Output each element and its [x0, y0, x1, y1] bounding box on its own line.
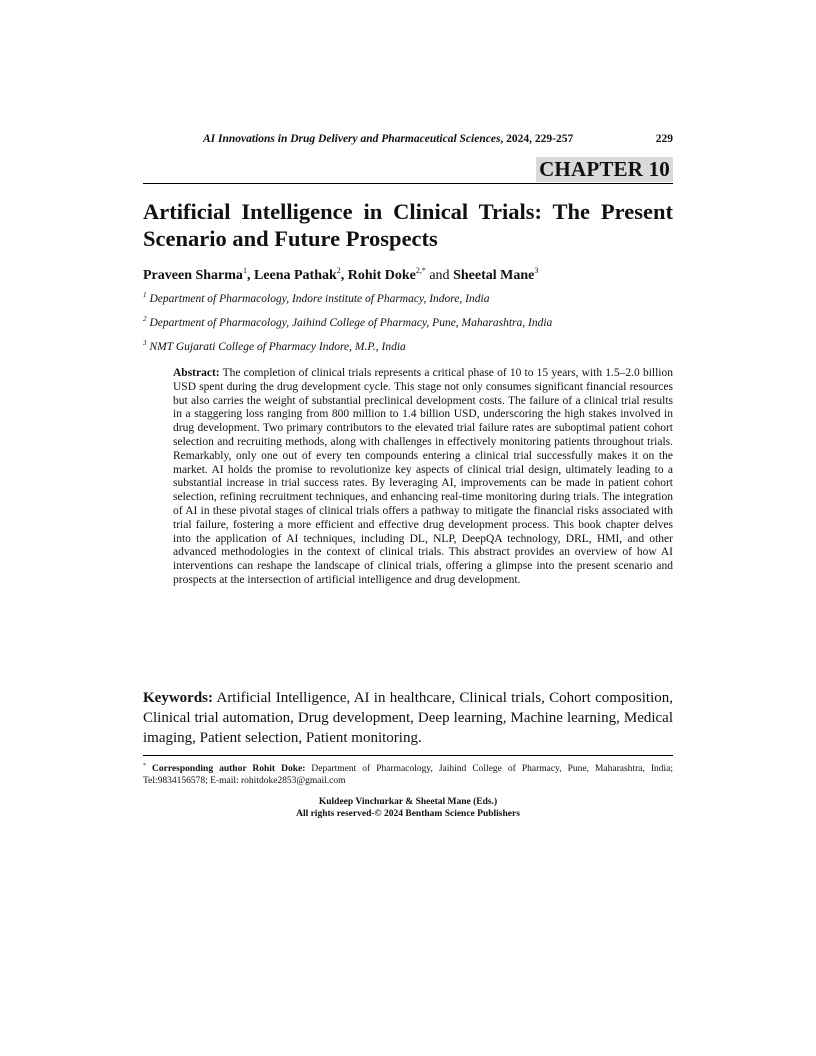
affiliation-list	[143, 285, 673, 357]
rights-line: All rights reserved-© 2024 Bentham Science Publishers	[296, 809, 520, 819]
affiliation-text: NMT Gujarati College of Pharmacy Indore, M.P., India	[149, 341, 406, 353]
affiliation	[143, 285, 673, 309]
keywords-label: Keywords:	[143, 690, 213, 706]
author-name: Praveen Sharma	[143, 268, 243, 283]
author-separator: ,	[340, 268, 345, 283]
publisher-block	[143, 796, 673, 820]
affiliation	[143, 309, 673, 333]
affiliation-mark: 1	[143, 291, 147, 299]
running-title	[203, 133, 573, 145]
affiliation-mark: 2	[143, 315, 147, 323]
author-affiliation-mark: 2	[336, 266, 341, 275]
author-and: and	[429, 268, 450, 283]
chapter-title: Artificial Intelligence in Clinical Trials: The Present Scenario and Future Prospects	[143, 199, 673, 251]
footnote-mark: *	[143, 763, 146, 769]
author-affiliation-mark: 3	[534, 266, 539, 275]
footnote-label: Corresponding author Rohit Doke:	[152, 764, 306, 774]
keywords	[143, 688, 673, 748]
affiliation-text: Department of Pharmacology, Jaihind College of Pharmacy, Pune, Maharashtra, India	[149, 317, 553, 329]
keywords-text: Artificial Intelligence, AI in healthcare, Clinical trials, Cohort composition, Clinical trial automation, Drug development, Deep learning, Machine learning, Medical imaging, Patient selection, Patient monitoring.	[143, 690, 673, 746]
footnote-text: Department of Pharmacology, Jaihind College of Pharmacy, Pune, Maharashtra, India; Tel:9834156578; E-mail: rohitdoke2853@gmail.com	[143, 764, 674, 786]
page-number: 229	[655, 133, 673, 145]
abstract	[173, 367, 673, 588]
footnote-divider	[143, 755, 673, 756]
abstract-label: Abstract:	[173, 367, 220, 379]
journal-name: AI Innovations in Drug Delivery and Pharmaceutical Sciences	[203, 133, 501, 145]
author-list	[143, 262, 673, 285]
affiliation	[143, 333, 673, 357]
affiliation-text: Department of Pharmacology, Indore institute of Pharmacy, Indore, India	[149, 293, 490, 305]
author-affiliation-mark: 1	[242, 266, 247, 275]
chapter-row	[143, 157, 673, 184]
abstract-text: The completion of clinical trials represents a critical phase of 10 to 15 years, with 1.5–2.0 billion USD spent during the drug development cycle. This stage not only consumes significant financial resources but also carries the weight of substantial preclinical development costs. The failure of a clinical trial results in a staggering loss ranging from 800 million to 1.4 billion USD, underscoring the high stakes involved in drug development. Two primary contributors to the elevated trial failure rates are suboptimal patient cohort selection and recruiting methods, along with challenges in effectively monitoring patients throughout trials. Remarkably, only one out of every ten compounds entering a clinical trial successfully makes it on the market. AI holds the promise to revolutionize key aspects of clinical trial design, ultimately leading to a substantial increase in trial success rates. By leveraging AI, improvements can be made in patient cohort selection, refining recruitment techniques, and enhancing real-time monitoring during trials. The integration of AI in these pivotal stages of clinical trials offers a pathway to mitigate the financial risks associated with trial failure, fostering a more efficient and effective drug development process. This book chapter delves into the application of AI techniques, including DL, NLP, DeepQA technology, DRL, HMI, and other advanced methodologies in the context of clinical trials. This abstract provides an overview of how AI interventions can reshape the landscape of clinical trials, offering a glimpse into the present scenario and prospects at the intersection of artificial intelligence and drug development.	[173, 367, 673, 586]
author-name: Leena Pathak	[253, 268, 337, 283]
author-separator: ,	[246, 268, 251, 283]
author-name: Rohit Doke	[347, 268, 416, 283]
corresponding-author-footnote	[143, 760, 673, 787]
year-pages: , 2024, 229-257	[500, 133, 574, 145]
editors-line: Kuldeep Vinchurkar & Sheetal Mane (Eds.)	[318, 797, 498, 807]
author-name: Sheetal Mane	[453, 268, 535, 283]
chapter-label: CHAPTER 10	[536, 157, 673, 182]
running-header	[143, 133, 673, 149]
author-affiliation-mark: 2,*	[415, 266, 426, 275]
affiliation-mark: 3	[143, 339, 147, 347]
